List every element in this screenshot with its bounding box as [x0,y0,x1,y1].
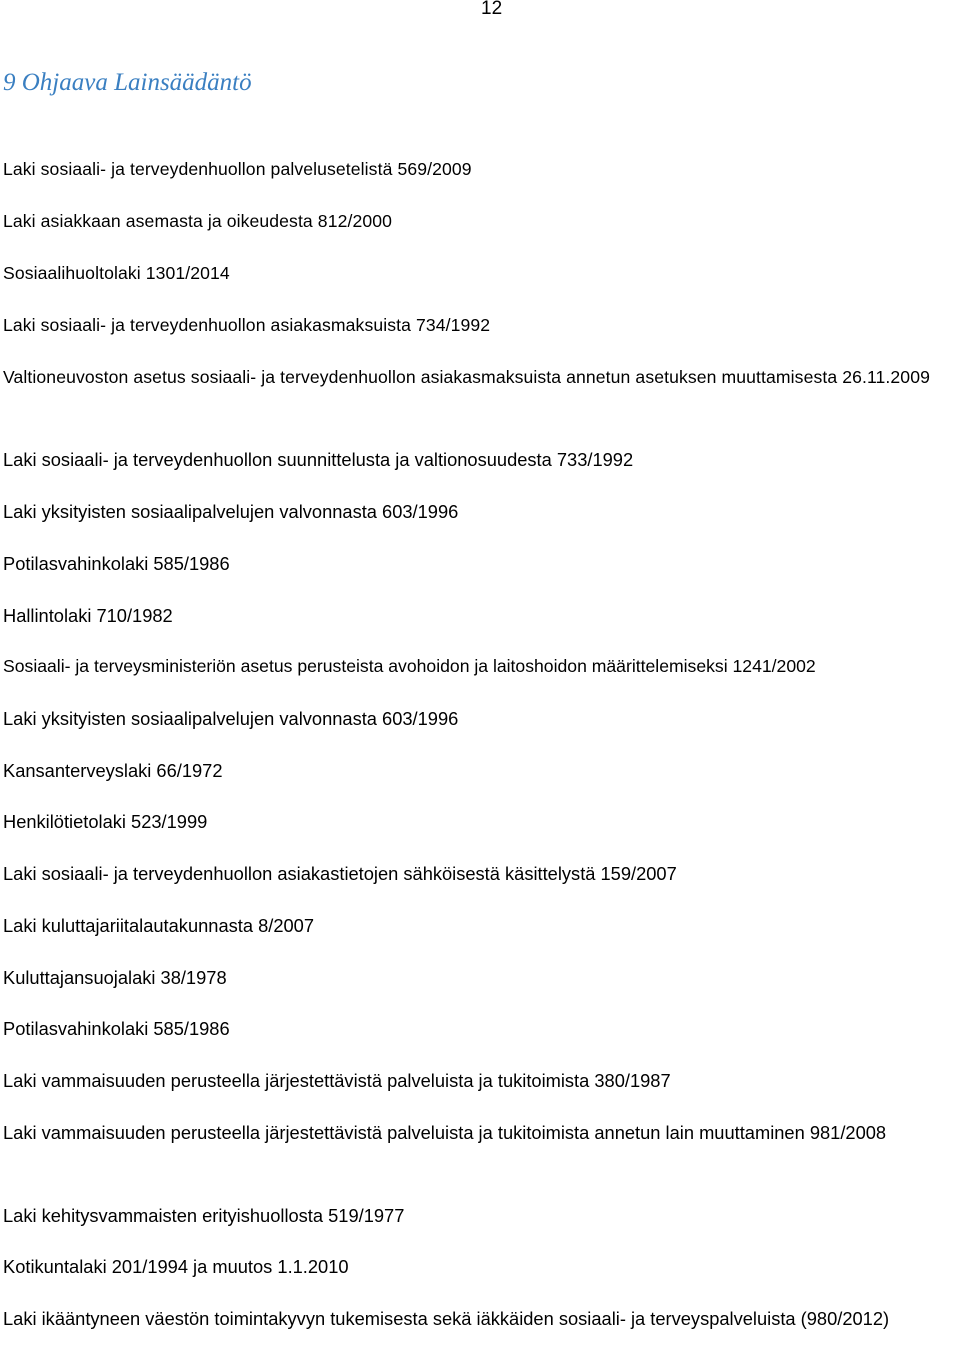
law-item: Henkilötietolaki 523/1999 [3,811,208,832]
law-item: Potilasvahinkolaki 585/1986 [3,1018,230,1039]
section-heading: 9 Ohjaava Lainsäädäntö [3,69,252,96]
law-item: Kotikuntalaki 201/1994 ja muutos 1.1.2010 [3,1256,349,1277]
law-item: Kansanterveyslaki 66/1972 [3,760,223,781]
law-item: Sosiaalihuoltolaki 1301/2014 [3,263,230,283]
law-item: Laki sosiaali- ja terveydenhuollon asiakastietojen sähköisestä käsittelystä 159/2007 [3,863,677,884]
law-item: Laki kuluttajariitalautakunnasta 8/2007 [3,915,314,936]
law-item: Laki kehitysvammaisten erityishuollosta 519/1977 [3,1205,405,1226]
law-item: Laki sosiaali- ja terveydenhuollon palvelusetelistä 569/2009 [3,159,472,179]
law-item: Laki vammaisuuden perusteella järjestettävistä palveluista ja tukitoimista annetun lain muuttaminen 981/2008 [3,1122,887,1143]
law-item: Potilasvahinkolaki 585/1986 [3,553,230,574]
law-item: Laki sosiaali- ja terveydenhuollon asiakasmaksuista 734/1992 [3,315,491,335]
law-item: Kuluttajansuojalaki 38/1978 [3,967,227,988]
law-item: Laki yksityisten sosiaalipalvelujen valvonnasta 603/1996 [3,501,459,522]
page-number: 12 [481,0,503,19]
law-item: Laki vammaisuuden perusteella järjestettävistä palveluista ja tukitoimista 380/1987 [3,1070,671,1091]
law-item: Laki sosiaali- ja terveydenhuollon suunnittelusta ja valtionosuudesta 733/1992 [3,449,634,470]
law-item: Laki ikääntyneen väestön toimintakyvyn tukemisesta sekä iäkkäiden sosiaali- ja terveyspalveluista (980/2012) [3,1308,890,1329]
law-item: Sosiaali- ja terveysministeriön asetus perusteista avohoidon ja laitoshoidon määrittelemiseksi 1241/2002 [3,656,816,676]
law-item: Hallintolaki 710/1982 [3,605,173,626]
law-item: Laki yksityisten sosiaalipalvelujen valvonnasta 603/1996 [3,708,459,729]
law-item: Valtioneuvoston asetus sosiaali- ja terveydenhuollon asiakasmaksuista annetun asetuksen muuttamisesta 26.11.2009 [3,367,930,387]
law-item: Laki asiakkaan asemasta ja oikeudesta 812/2000 [3,211,392,231]
